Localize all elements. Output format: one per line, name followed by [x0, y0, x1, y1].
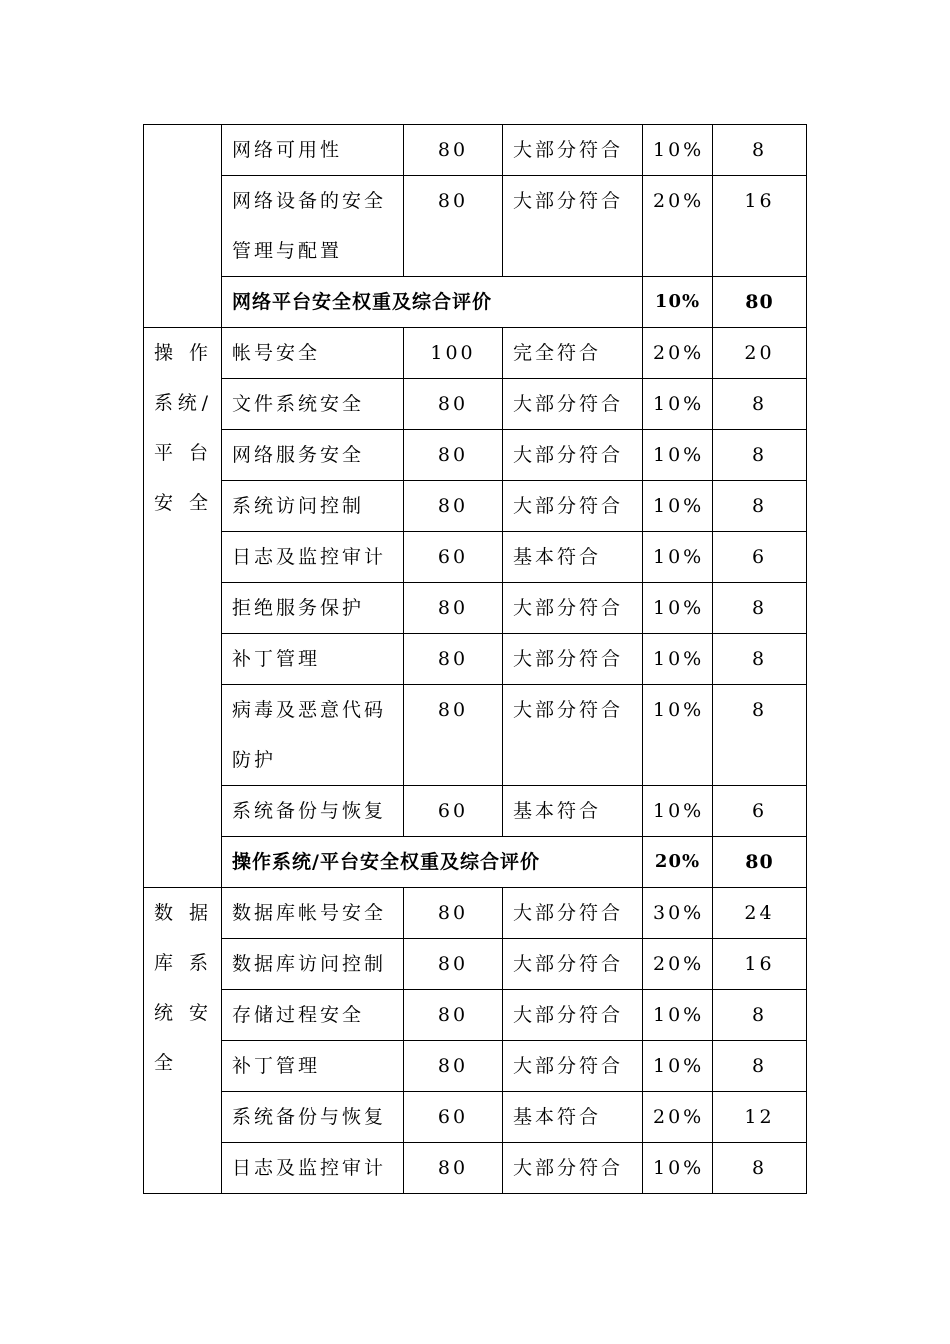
level-cell: 大部分符合 [503, 990, 643, 1041]
result-cell: 6 [713, 532, 807, 583]
level-cell: 完全符合 [503, 328, 643, 379]
table-row [144, 481, 807, 532]
table-row [144, 1143, 807, 1194]
assessment-table [143, 124, 807, 1194]
weight-cell: 20% [643, 176, 713, 277]
score-cell: 80 [404, 939, 503, 990]
weight-cell: 10% [643, 634, 713, 685]
category-line: 全 [154, 1052, 177, 1074]
weight-cell: 10% [643, 990, 713, 1041]
category-cell [144, 328, 222, 888]
weight-cell: 10% [643, 379, 713, 430]
item-cell: 网络服务安全 [222, 430, 404, 481]
table-row [144, 125, 807, 176]
score-cell: 80 [404, 1143, 503, 1194]
table-row [144, 786, 807, 837]
weight-cell: 20% [643, 328, 713, 379]
weight-cell: 10% [643, 685, 713, 786]
result-cell: 8 [713, 1143, 807, 1194]
level-cell: 大部分符合 [503, 1143, 643, 1194]
level-cell: 大部分符合 [503, 685, 643, 786]
item-cell: 系统备份与恢复 [222, 786, 404, 837]
level-cell: 大部分符合 [503, 379, 643, 430]
score-cell: 60 [404, 532, 503, 583]
table-row [144, 634, 807, 685]
result-cell: 8 [713, 379, 807, 430]
weight-cell: 10% [643, 481, 713, 532]
result-cell: 8 [713, 430, 807, 481]
score-cell: 80 [404, 176, 503, 277]
table-row [144, 685, 807, 786]
category-line: 系统/ [154, 392, 211, 414]
table-row [144, 888, 807, 939]
weight-cell: 10% [643, 583, 713, 634]
level-cell: 大部分符合 [503, 583, 643, 634]
item-cell: 补丁管理 [222, 634, 404, 685]
weight-cell: 10% [643, 532, 713, 583]
item-cell: 网络设备的安全管理与配置 [222, 176, 404, 277]
weight-cell: 20% [643, 1092, 713, 1143]
summary-result: 80 [713, 837, 807, 888]
table-row [144, 1041, 807, 1092]
score-cell: 60 [404, 1092, 503, 1143]
weight-cell: 10% [643, 1143, 713, 1194]
result-cell: 8 [713, 125, 807, 176]
level-cell: 基本符合 [503, 532, 643, 583]
score-cell: 80 [404, 125, 503, 176]
summary-weight: 20% [643, 837, 713, 888]
weight-cell: 10% [643, 1041, 713, 1092]
assessment-table-body [144, 125, 807, 1194]
item-cell: 网络可用性 [222, 125, 404, 176]
weight-cell: 20% [643, 939, 713, 990]
score-cell: 80 [404, 1041, 503, 1092]
weight-cell: 10% [643, 786, 713, 837]
result-cell: 6 [713, 786, 807, 837]
level-cell: 大部分符合 [503, 481, 643, 532]
result-cell: 8 [713, 583, 807, 634]
summary-weight: 10% [643, 277, 713, 328]
summary-result: 80 [713, 277, 807, 328]
table-row [144, 939, 807, 990]
table-row [144, 430, 807, 481]
score-cell: 80 [404, 634, 503, 685]
table-row [144, 176, 807, 277]
score-cell: 60 [404, 786, 503, 837]
score-cell: 80 [404, 583, 503, 634]
item-cell: 日志及监控审计 [222, 1143, 404, 1194]
category-line: 库 系 [154, 952, 211, 974]
score-cell: 80 [404, 379, 503, 430]
category-line: 平 台 [154, 442, 211, 464]
summary-row [144, 837, 807, 888]
result-cell: 8 [713, 481, 807, 532]
item-cell: 拒绝服务保护 [222, 583, 404, 634]
result-cell: 8 [713, 634, 807, 685]
item-cell: 数据库帐号安全 [222, 888, 404, 939]
result-cell: 24 [713, 888, 807, 939]
item-cell: 存储过程安全 [222, 990, 404, 1041]
score-cell: 80 [404, 685, 503, 786]
item-cell: 系统访问控制 [222, 481, 404, 532]
level-cell: 大部分符合 [503, 430, 643, 481]
result-cell: 8 [713, 990, 807, 1041]
item-cell: 文件系统安全 [222, 379, 404, 430]
category-cell [144, 888, 222, 1194]
score-cell: 80 [404, 888, 503, 939]
item-cell: 日志及监控审计 [222, 532, 404, 583]
result-cell: 16 [713, 176, 807, 277]
table-row [144, 328, 807, 379]
result-cell: 16 [713, 939, 807, 990]
item-cell: 系统备份与恢复 [222, 1092, 404, 1143]
score-cell: 80 [404, 481, 503, 532]
category-cell [144, 125, 222, 328]
category-line: 安全 [154, 492, 211, 514]
summary-row [144, 277, 807, 328]
level-cell: 大部分符合 [503, 939, 643, 990]
item-cell: 补丁管理 [222, 1041, 404, 1092]
summary-label: 网络平台安全权重及综合评价 [222, 277, 643, 328]
level-cell: 大部分符合 [503, 125, 643, 176]
weight-cell: 30% [643, 888, 713, 939]
category-line: 操 作 [154, 342, 211, 364]
result-cell: 8 [713, 685, 807, 786]
table-row [144, 1092, 807, 1143]
item-cell: 病毒及恶意代码防护 [222, 685, 404, 786]
category-line: 统 安 [154, 1002, 211, 1024]
table-row [144, 583, 807, 634]
level-cell: 大部分符合 [503, 634, 643, 685]
score-cell: 80 [404, 430, 503, 481]
score-cell: 100 [404, 328, 503, 379]
result-cell: 20 [713, 328, 807, 379]
level-cell: 基本符合 [503, 786, 643, 837]
weight-cell: 10% [643, 125, 713, 176]
level-cell: 大部分符合 [503, 176, 643, 277]
summary-label: 操作系统/平台安全权重及综合评价 [222, 837, 643, 888]
table-row [144, 532, 807, 583]
item-cell: 帐号安全 [222, 328, 404, 379]
level-cell: 大部分符合 [503, 888, 643, 939]
level-cell: 基本符合 [503, 1092, 643, 1143]
score-cell: 80 [404, 990, 503, 1041]
table-row [144, 379, 807, 430]
item-cell: 数据库访问控制 [222, 939, 404, 990]
result-cell: 8 [713, 1041, 807, 1092]
level-cell: 大部分符合 [503, 1041, 643, 1092]
result-cell: 12 [713, 1092, 807, 1143]
table-row [144, 990, 807, 1041]
category-line: 数 据 [154, 902, 211, 924]
weight-cell: 10% [643, 430, 713, 481]
